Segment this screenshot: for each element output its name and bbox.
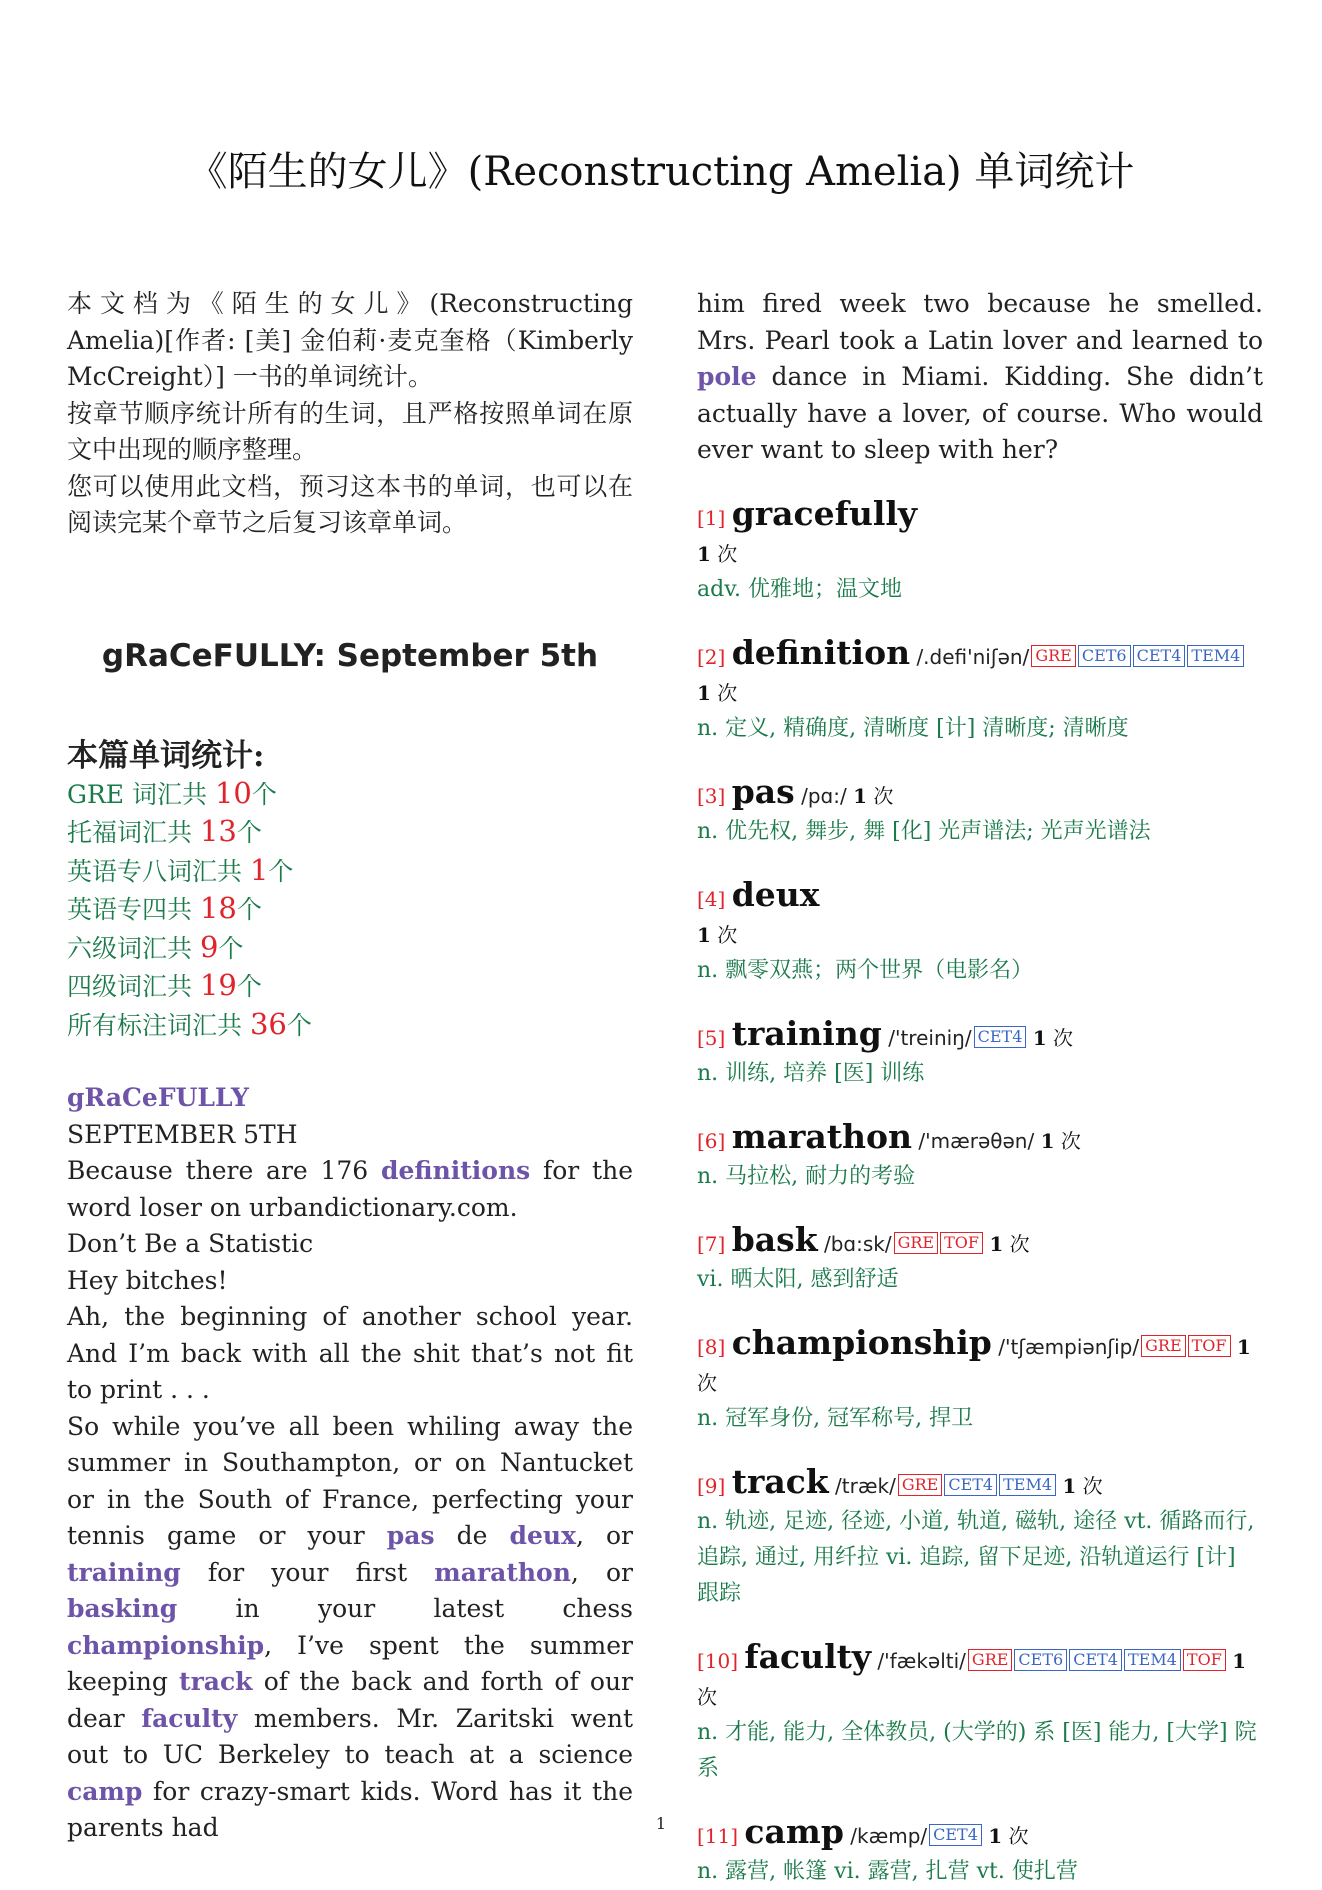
story-paragraph: him fired week two because he smelled. Mrs. Pearl took a Latin lover and learned to pole dance in Miami. Kidding. She didn’t actually have a lover, of course. Who would ever want to sleep with her? xyxy=(697,289,1263,464)
entry-definition: n. 才能, 能力, 全体教员, (大学的) 系 [医] 能力, [大学] 院系 xyxy=(697,1719,1257,1781)
vocab-entry-head xyxy=(697,493,1263,572)
level-tag: TOF xyxy=(1188,1335,1231,1357)
entry-phonetic: /.defi'niʃən/ xyxy=(916,644,1030,669)
entry-index: [10] xyxy=(697,1648,739,1673)
entry-phonetic: /'treiniŋ/ xyxy=(888,1025,972,1050)
keyword: deux xyxy=(509,1521,576,1550)
vocab-entry xyxy=(697,1116,1263,1195)
vocab-entry-head xyxy=(697,1461,1263,1504)
entry-definition: n. 马拉松, 耐力的考验 xyxy=(697,1163,916,1189)
stats-count: 13 xyxy=(199,814,237,848)
left-column xyxy=(67,286,633,1847)
stats-row: 英语专八词汇共 1个 xyxy=(67,852,294,887)
stats-row: 四级词汇共 19个 xyxy=(67,968,262,1002)
story-paragraph: So while you’ve all been whiling away the summer in Southampton, or on Nantucket or in the South of France, perfecting your tennis game or your pas de deux, or training for your first marathon, or basking in your latest chess championship, I’ve spent the summer keeping track of the back and forth of our dear faculty members. Mr. Zaritski went out to UC Berkeley to teach at a science camp for crazy-smart kids. Word has it the parents had xyxy=(67,1411,633,1842)
keyword: championship xyxy=(67,1630,265,1660)
entry-index: [8] xyxy=(697,1334,726,1359)
entry-word: faculty xyxy=(744,1636,872,1676)
right-column xyxy=(697,286,1263,1890)
entry-definition: adv. 优雅地；温文地 xyxy=(697,576,903,602)
keyword: marathon xyxy=(434,1557,571,1587)
entry-count: 1 次 xyxy=(697,680,738,705)
story-text xyxy=(67,1117,633,1847)
stats-count: 36 xyxy=(249,1006,287,1041)
stats-count: 19 xyxy=(199,968,237,1002)
vocab-entry-head xyxy=(697,1636,1263,1715)
entry-word: pas xyxy=(731,771,795,811)
entry-count: 1 次 xyxy=(697,922,738,947)
entry-definition: n. 冠军身份, 冠军称号, 捍卫 xyxy=(697,1405,974,1431)
story-paragraph: Ah, the beginning of another school year. And I’m back with all the shit that’s not fit to print . . . xyxy=(67,1302,633,1404)
entry-count: 1 次 xyxy=(1062,1473,1103,1498)
vocab-entry-head xyxy=(697,1116,1263,1159)
level-tag: CET4 xyxy=(1133,645,1186,667)
keyword: training xyxy=(67,1557,181,1587)
keyword: faculty xyxy=(141,1703,238,1733)
entry-count: 1 次 xyxy=(697,541,738,566)
stats-count: 10 xyxy=(214,775,252,810)
stats-row: 英语专四共 18个 xyxy=(67,891,262,925)
level-tag: CET4 xyxy=(929,1824,982,1846)
entry-definition: n. 定义, 精确度, 清晰度 [计] 清晰度; 清晰度 xyxy=(697,715,1129,741)
keyword: camp xyxy=(67,1776,143,1806)
stats-row: 托福词汇共 13个 xyxy=(67,814,262,848)
level-tag: GRE xyxy=(1031,645,1076,667)
stats-row: 所有标注词汇共 36个 xyxy=(67,1006,312,1041)
chapter-heading: gRaCeFULLY: September 5th xyxy=(101,637,599,674)
stats-count: 18 xyxy=(199,891,237,925)
entry-definition: n. 飘零双燕；两个世界（电影名） xyxy=(697,957,1034,983)
level-tag: CET4 xyxy=(974,1026,1027,1048)
stats-count: 1 xyxy=(249,852,269,887)
vocab-entry-head xyxy=(697,1322,1263,1401)
entry-count: 1 次 xyxy=(1032,1025,1074,1050)
entry-index: [3] xyxy=(697,783,726,808)
keyword: pas xyxy=(386,1521,435,1550)
entry-phonetic: /træk/ xyxy=(835,1473,896,1498)
stats-list xyxy=(67,775,633,1045)
entry-count: 1 次 xyxy=(697,1334,1251,1395)
vocab-entry xyxy=(697,1322,1263,1437)
vocab-entry xyxy=(697,493,1263,608)
entry-index: [11] xyxy=(697,1823,739,1848)
vocab-entry xyxy=(697,874,1263,989)
entry-definition: n. 优先权, 舞步, 舞 [化] 光声谱法; 光声光谱法 xyxy=(697,818,1151,844)
entry-count: 1 次 xyxy=(697,1648,1247,1709)
keyword: pole xyxy=(697,362,757,391)
entry-phonetic: /kæmp/ xyxy=(850,1823,928,1848)
vocab-entry xyxy=(697,1013,1263,1092)
entry-count: 1 次 xyxy=(989,1231,1030,1256)
level-tag: CET4 xyxy=(1069,1649,1122,1671)
entry-word: bask xyxy=(731,1219,818,1259)
intro-paragraph: 本文档为《陌生的女儿》(Reconstructing Amelia)[作者: [美] 金伯莉·麦克奎格（Kimberly McCreight）] 一书的单词统计。 xyxy=(67,289,633,391)
level-tag: TOF xyxy=(1183,1649,1226,1671)
entry-word: training xyxy=(731,1013,882,1053)
vocab-entry xyxy=(697,771,1263,850)
entry-phonetic: /bɑ:sk/ xyxy=(823,1231,892,1256)
entry-word: deux xyxy=(731,874,820,914)
entry-definition: n. 训练, 培养 [医] 训练 xyxy=(697,1060,925,1086)
keyword: track xyxy=(179,1667,253,1696)
entry-index: [5] xyxy=(697,1025,726,1050)
intro-paragraph: 按章节顺序统计所有的生词，且严格按照单词在原文中出现的顺序整理。 xyxy=(67,398,633,464)
stats-heading: 本篇单词统计: xyxy=(67,737,265,774)
entry-phonetic: /pɑ:/ xyxy=(801,783,847,808)
story-title: gRaCeFULLY xyxy=(67,1083,249,1112)
entry-count: 1 次 xyxy=(988,1823,1029,1848)
vocab-entry-head xyxy=(697,1219,1263,1262)
keyword: definitions xyxy=(381,1156,531,1185)
entry-index: [7] xyxy=(697,1231,726,1256)
entry-phonetic: /'mærəθən/ xyxy=(918,1128,1035,1153)
entry-definition: n. 轨迹, 足迹, 径迹, 小道, 轨道, 磁轨, 途径 vt. 循路而行, 追踪, 通过, 用纤拉 vi. 追踪, 留下足迹, 沿轨道运行 [计] 跟踪 xyxy=(697,1508,1255,1606)
entry-phonetic: /'fækəlti/ xyxy=(877,1648,966,1673)
entry-definition: vi. 晒太阳, 感到舒适 xyxy=(697,1266,899,1292)
story-date: SEPTEMBER 5TH xyxy=(67,1119,298,1149)
level-tag: GRE xyxy=(894,1232,939,1254)
vocabulary-list xyxy=(697,493,1263,1890)
stats-count: 9 xyxy=(199,929,219,964)
level-tag: GRE xyxy=(968,1649,1013,1671)
entry-word: marathon xyxy=(731,1116,913,1156)
vocab-entry xyxy=(697,1636,1263,1787)
entry-count: 1 次 xyxy=(1040,1128,1081,1153)
entry-word: gracefully xyxy=(731,493,918,533)
entry-word: championship xyxy=(731,1322,992,1362)
level-tag: TOF xyxy=(940,1232,983,1254)
vocab-entry-head xyxy=(697,874,1263,953)
entry-index: [4] xyxy=(697,886,726,911)
entry-count: 1 次 xyxy=(853,783,894,808)
vocab-entry xyxy=(697,1461,1263,1612)
story-paragraph: Because there are 176 definitions for the word loser on urbandictionary.com. xyxy=(67,1156,633,1222)
entry-definition: n. 露营, 帐篷 vi. 露营, 扎营 vt. 使扎营 xyxy=(697,1858,1078,1884)
vocab-entry-head xyxy=(697,632,1263,711)
entry-word: track xyxy=(731,1461,829,1501)
page-number: 1 xyxy=(655,1814,667,1833)
entry-word: camp xyxy=(744,1811,844,1851)
entry-index: [9] xyxy=(697,1473,726,1498)
level-tag: TEM4 xyxy=(999,1474,1056,1496)
story-paragraph: Don’t Be a Statistic xyxy=(67,1229,314,1258)
story-paragraph: Hey bitches! xyxy=(67,1265,228,1295)
vocab-entry xyxy=(697,632,1263,747)
level-tag: GRE xyxy=(1141,1335,1186,1357)
document-title: 《陌生的女儿》(Reconstructing Amelia) 单词统计 xyxy=(187,149,1135,195)
stats-row: 六级词汇共 9个 xyxy=(67,929,244,964)
level-tag: CET6 xyxy=(1078,645,1131,667)
vocab-entry-head xyxy=(697,1013,1263,1056)
vocab-entry xyxy=(697,1219,1263,1298)
entry-phonetic: /'tʃæmpiənʃip/ xyxy=(998,1334,1140,1359)
entry-index: [1] xyxy=(697,505,726,530)
entry-index: [6] xyxy=(697,1128,726,1153)
keyword: basking xyxy=(67,1594,178,1623)
level-tag: CET4 xyxy=(944,1474,997,1496)
entry-word: definition xyxy=(731,632,911,672)
level-tag: GRE xyxy=(898,1474,943,1496)
stats-row: GRE 词汇共 10个 xyxy=(67,775,277,810)
level-tag: CET6 xyxy=(1014,1649,1067,1671)
vocab-entry-head xyxy=(697,771,1263,814)
level-tag: TEM4 xyxy=(1124,1649,1181,1671)
story-continued xyxy=(697,286,1263,469)
intro-paragraph: 您可以使用此文档，预习这本书的单词，也可以在阅读完某个章节之后复习该章单词。 xyxy=(67,471,633,537)
entry-index: [2] xyxy=(697,644,726,669)
level-tag: TEM4 xyxy=(1187,645,1244,667)
